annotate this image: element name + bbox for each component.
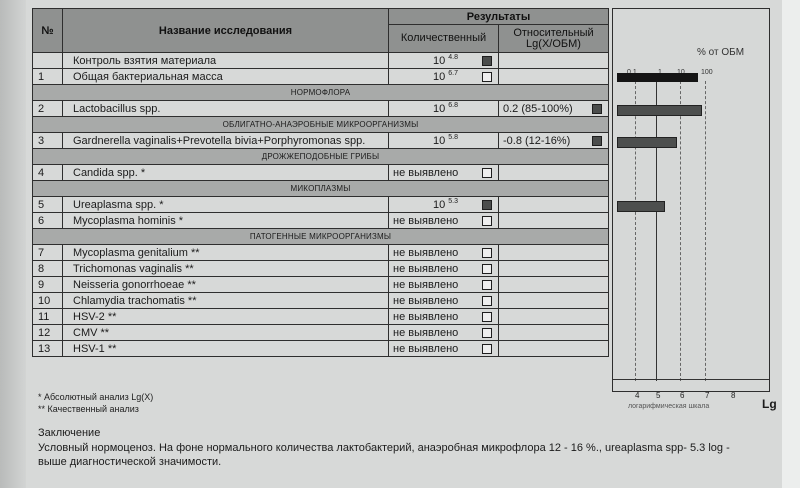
quantitative-cell: [389, 53, 499, 69]
table-row: [33, 277, 609, 293]
relative-cell: [499, 213, 609, 229]
checkbox-indicator: [482, 248, 492, 258]
quantitative-cell: [389, 101, 499, 117]
checkbox-indicator: [482, 264, 492, 274]
quantitative-cell: [389, 325, 499, 341]
results-table: [32, 8, 609, 357]
grid-line: [680, 81, 681, 381]
row-number: 1: [33, 69, 63, 85]
quantitative-cell: [389, 165, 499, 181]
test-name: Candida spp. *: [63, 165, 389, 181]
relative-cell: [499, 293, 609, 309]
test-name: CMV **: [63, 325, 389, 341]
section-label: ДРОЖЖЕПОДОБНЫЕ ГРИБЫ: [33, 149, 609, 165]
row-number: 9: [33, 277, 63, 293]
section-label: НОРМОФЛОРА: [33, 85, 609, 101]
page-shadow: [0, 0, 26, 488]
quantitative-cell: [389, 341, 499, 357]
row-number: 7: [33, 245, 63, 261]
grid-line: [635, 81, 636, 381]
top-tick: 100: [701, 69, 713, 76]
relative-cell: [499, 277, 609, 293]
bottom-tick: 4: [635, 391, 640, 400]
test-name: Mycoplasma hominis *: [63, 213, 389, 229]
section-label: ПАТОГЕННЫЕ МИКРООРГАНИЗМЫ: [33, 229, 609, 245]
section-header: [33, 85, 609, 101]
checkbox-indicator: [482, 344, 492, 354]
relative-cell: [499, 69, 609, 85]
section-header: [33, 229, 609, 245]
conclusion-text: Условный нормоценоз. На фоне нормального количества лактобактерий, анаэробная микрофлора 12 - 16 %., ureaplasma spp- 5.3 log - выше диагностической значимости.: [38, 442, 730, 468]
quantitative-value: не выявлено: [393, 262, 459, 275]
exponent: 5.3: [448, 198, 458, 205]
test-name: Контроль взятия материала: [63, 53, 389, 69]
x-axis-label: логарифмическая шкала: [628, 403, 710, 410]
row-number: [33, 53, 63, 69]
section-header: [33, 149, 609, 165]
relative-cell: [499, 165, 609, 181]
table-row: [33, 309, 609, 325]
footnote-2: ** Качественный анализ: [38, 404, 139, 414]
bottom-tick: 7: [705, 391, 710, 400]
bottom-tick: 6: [680, 391, 685, 400]
row-number: 2: [33, 101, 63, 117]
row-number: 6: [33, 213, 63, 229]
relative-cell: [499, 309, 609, 325]
quantitative-value: не выявлено: [393, 342, 459, 355]
checkbox-indicator: [592, 104, 602, 114]
conclusion-heading: Заключение: [38, 427, 101, 439]
checkbox-indicator: [482, 296, 492, 306]
exponent: 6.8: [448, 102, 458, 109]
quantitative-value: не выявлено: [393, 246, 459, 259]
table-row: [33, 165, 609, 181]
relative-cell: [499, 101, 609, 117]
quantitative-value: 10: [433, 103, 446, 115]
footnote-1: * Абсолютный анализ Lg(X): [38, 392, 154, 402]
table-row: [33, 293, 609, 309]
table-row: [33, 325, 609, 341]
table-row: [33, 53, 609, 69]
grid-line: [705, 81, 706, 381]
relative-value: -0.8 (12-16%): [503, 134, 571, 147]
quantitative-value: 10: [433, 55, 446, 67]
col-quant-header: Количественный: [389, 25, 499, 53]
quantitative-cell: [389, 277, 499, 293]
relative-cell: [499, 197, 609, 213]
col-results-header: Результаты: [389, 9, 609, 25]
grid-line: [656, 81, 657, 381]
quantitative-value: не выявлено: [393, 294, 459, 307]
quantitative-cell: [389, 261, 499, 277]
test-name: HSV-1 **: [63, 341, 389, 357]
relative-cell: [499, 133, 609, 149]
section-label: МИКОПЛАЗМЫ: [33, 181, 609, 197]
col-rel-header: Относительный Lg(X/ОБМ): [499, 25, 609, 53]
table-row: [33, 261, 609, 277]
checkbox-indicator: [482, 56, 492, 66]
chart-bar: [617, 73, 698, 82]
page-margin: [782, 0, 800, 488]
chart-title: % от ОБМ: [697, 47, 745, 58]
row-number: 5: [33, 197, 63, 213]
relative-value: 0.2 (85-100%): [503, 102, 573, 115]
chart-bar: [617, 137, 677, 148]
quantitative-value: не выявлено: [393, 310, 459, 323]
row-number: 4: [33, 165, 63, 181]
chart-bar: [617, 105, 702, 116]
test-name: Mycoplasma genitalium **: [63, 245, 389, 261]
exponent: 4.8: [448, 54, 458, 61]
test-name: Neisseria gonorrhoeae **: [63, 277, 389, 293]
test-name: Ureaplasma spp. *: [63, 197, 389, 213]
table-row: [33, 133, 609, 149]
relative-cell: [499, 261, 609, 277]
exponent: 5.8: [448, 134, 458, 141]
checkbox-indicator: [482, 72, 492, 82]
quantitative-value: не выявлено: [393, 326, 459, 339]
relative-cell: [499, 245, 609, 261]
exponent: 6.7: [448, 70, 458, 77]
checkbox-indicator: [482, 216, 492, 226]
bottom-axis: [613, 379, 769, 380]
checkbox-indicator: [592, 136, 602, 146]
section-header: [33, 181, 609, 197]
quantitative-cell: [389, 133, 499, 149]
quantitative-cell: [389, 309, 499, 325]
quantitative-cell: [389, 213, 499, 229]
col-num-header: №: [33, 9, 63, 53]
row-number: 12: [33, 325, 63, 341]
quantitative-cell: [389, 245, 499, 261]
bottom-tick: 8: [731, 391, 736, 400]
section-header: [33, 117, 609, 133]
checkbox-indicator: [482, 328, 492, 338]
axis-unit: Lg: [762, 397, 777, 411]
table-row: [33, 213, 609, 229]
test-name: Общая бактериальная масса: [63, 69, 389, 85]
table-row: [33, 341, 609, 357]
checkbox-indicator: [482, 200, 492, 210]
test-name: Lactobacillus spp.: [63, 101, 389, 117]
test-name: Chlamydia trachomatis **: [63, 293, 389, 309]
table-row: [33, 69, 609, 85]
row-number: 8: [33, 261, 63, 277]
quantitative-value: 10: [433, 135, 446, 147]
quantitative-cell: [389, 69, 499, 85]
test-name: Trichomonas vaginalis **: [63, 261, 389, 277]
checkbox-indicator: [482, 168, 492, 178]
bottom-tick: 5: [656, 391, 661, 400]
row-number: 11: [33, 309, 63, 325]
quantitative-value: не выявлено: [393, 214, 459, 227]
test-name: HSV-2 **: [63, 309, 389, 325]
row-number: 10: [33, 293, 63, 309]
quantitative-value: не выявлено: [393, 278, 459, 291]
results-body: [33, 53, 609, 357]
relative-cell: [499, 325, 609, 341]
section-label: ОБЛИГАТНО-АНАЭРОБНЫЕ МИКРООРГАНИЗМЫ: [33, 117, 609, 133]
row-number: 13: [33, 341, 63, 357]
table-row: [33, 101, 609, 117]
quantitative-value: 10: [433, 71, 446, 83]
test-name: Gardnerella vaginalis+Prevotella bivia+Porphyromonas spp.: [63, 133, 389, 149]
quantitative-value: не выявлено: [393, 166, 459, 179]
row-number: 3: [33, 133, 63, 149]
relative-cell: [499, 341, 609, 357]
quantitative-value: 10: [433, 199, 446, 211]
checkbox-indicator: [482, 312, 492, 322]
quantitative-cell: [389, 293, 499, 309]
col-name-header: Название исследования: [63, 9, 389, 53]
distribution-chart: [612, 8, 770, 400]
checkbox-indicator: [482, 280, 492, 290]
quantitative-cell: [389, 197, 499, 213]
relative-cell: [499, 53, 609, 69]
table-row: [33, 245, 609, 261]
chart-bar: [617, 201, 665, 212]
table-row: [33, 197, 609, 213]
